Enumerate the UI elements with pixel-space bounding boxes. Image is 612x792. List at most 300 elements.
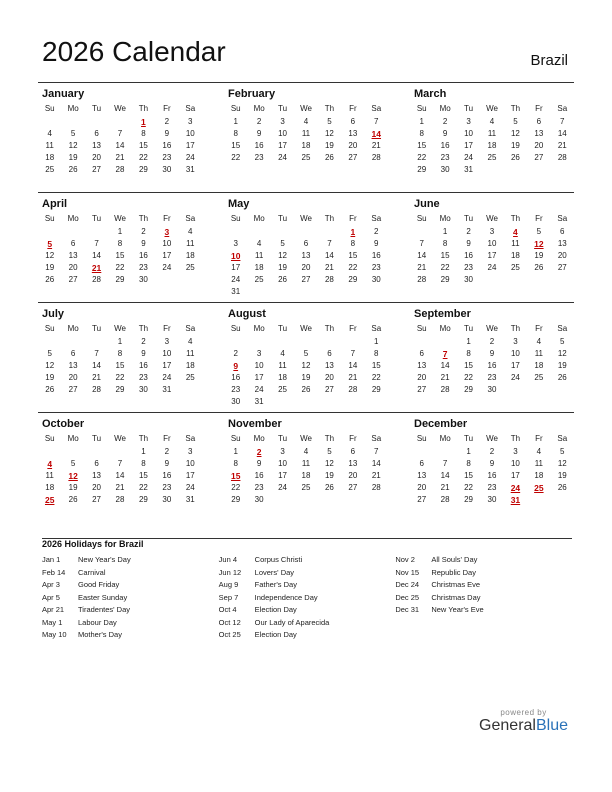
day-cell: 3 bbox=[164, 337, 170, 346]
weekday-header: We bbox=[114, 324, 126, 333]
empty-cell bbox=[61, 446, 84, 458]
day-cell: 9 bbox=[442, 129, 448, 138]
day-cell: 15 bbox=[348, 251, 358, 260]
holiday-date: Jan 1 bbox=[42, 555, 61, 564]
day-cell: 2 bbox=[256, 117, 262, 126]
day-cell: 22 bbox=[138, 153, 148, 162]
holiday-item bbox=[42, 567, 219, 580]
day-cell: 13 bbox=[301, 251, 311, 260]
day-cell: 28 bbox=[348, 385, 358, 394]
day-cell: 25 bbox=[45, 165, 55, 174]
day-cell: 23 bbox=[162, 483, 172, 492]
day-cell: 28 bbox=[371, 483, 381, 492]
holiday-item bbox=[395, 567, 572, 580]
holiday-name: All Souls' Day bbox=[431, 555, 478, 564]
day-cell: 27 bbox=[534, 153, 544, 162]
empty-cell bbox=[38, 336, 61, 348]
day-cell: 22 bbox=[464, 483, 474, 492]
holiday-date: Apr 5 bbox=[42, 592, 60, 602]
weekday-header: Fr bbox=[349, 104, 357, 113]
day-cell: 15 bbox=[464, 471, 474, 480]
day-cell: 5 bbox=[560, 447, 565, 456]
day-cell: 2 bbox=[489, 447, 495, 456]
holiday-item bbox=[42, 554, 219, 567]
month-name: September bbox=[414, 308, 471, 320]
day-cell: 19 bbox=[45, 263, 55, 272]
weekday-header: Sa bbox=[185, 214, 196, 223]
day-cell: 19 bbox=[45, 373, 55, 382]
holiday-day: 5 bbox=[47, 239, 53, 249]
day-cell: 2 bbox=[164, 117, 170, 126]
weekday-header: Fr bbox=[349, 214, 357, 223]
day-cell: 28 bbox=[440, 385, 450, 394]
weekday-header: Th bbox=[138, 214, 149, 223]
weekday-header: We bbox=[300, 104, 312, 113]
day-cell: 19 bbox=[68, 483, 78, 492]
day-cell: 17 bbox=[254, 373, 264, 382]
holiday-item bbox=[42, 617, 219, 630]
day-cell: 11 bbox=[487, 129, 497, 138]
day-cell: 13 bbox=[92, 471, 102, 480]
day-cell: 1 bbox=[141, 447, 146, 456]
day-cell: 6 bbox=[70, 349, 76, 358]
day-cell: 16 bbox=[464, 251, 474, 260]
holiday-day: 21 bbox=[91, 263, 102, 273]
day-grid bbox=[410, 213, 574, 286]
day-cell: 11 bbox=[301, 129, 311, 138]
day-cell: 16 bbox=[440, 141, 450, 150]
day-cell: 4 bbox=[47, 129, 52, 138]
day-cell: 18 bbox=[185, 361, 195, 370]
day-cell: 17 bbox=[278, 141, 288, 150]
holiday-item bbox=[219, 629, 396, 642]
weekday-header: Tu bbox=[278, 434, 288, 443]
day-cell: 7 bbox=[117, 129, 123, 138]
day-cell: 30 bbox=[138, 275, 148, 284]
empty-cell bbox=[433, 446, 456, 458]
day-cell: 3 bbox=[188, 117, 193, 126]
day-cell: 15 bbox=[464, 361, 474, 370]
day-cell: 24 bbox=[278, 153, 288, 162]
day-cell: 21 bbox=[417, 263, 427, 272]
day-cell: 19 bbox=[510, 141, 520, 150]
day-cell: 14 bbox=[324, 251, 334, 260]
day-cell: 21 bbox=[115, 483, 125, 492]
day-cell: 28 bbox=[371, 153, 381, 162]
weekday-header: Fr bbox=[163, 324, 171, 333]
day-cell: 21 bbox=[557, 141, 567, 150]
weekday-header: Th bbox=[138, 104, 149, 113]
weekday-header: We bbox=[486, 434, 498, 443]
day-cell: 20 bbox=[534, 141, 544, 150]
day-cell: 3 bbox=[280, 447, 285, 456]
weekday-header: Tu bbox=[464, 434, 474, 443]
holiday-name: Mother's Day bbox=[78, 630, 122, 639]
holiday-name: New Year's Day bbox=[78, 555, 131, 564]
day-cell: 20 bbox=[68, 373, 78, 382]
day-cell: 11 bbox=[45, 141, 54, 150]
day-cell: 27 bbox=[68, 275, 78, 284]
month-row bbox=[38, 412, 574, 522]
day-grid bbox=[224, 433, 388, 506]
day-cell: 10 bbox=[510, 349, 520, 358]
day-cell: 8 bbox=[233, 459, 238, 468]
day-cell: 24 bbox=[185, 153, 195, 162]
day-cell: 7 bbox=[350, 349, 356, 358]
holiday-name: Christmas Eve bbox=[431, 580, 481, 589]
holiday-item bbox=[219, 592, 396, 605]
weekday-header: Mo bbox=[253, 104, 265, 113]
weekday-header: Mo bbox=[439, 214, 451, 223]
holiday-item bbox=[395, 554, 572, 567]
day-cell: 15 bbox=[371, 361, 381, 370]
holiday-day: 14 bbox=[371, 129, 382, 139]
day-cell: 15 bbox=[231, 141, 241, 150]
holiday-name: Labour Day bbox=[78, 617, 117, 627]
day-cell: 30 bbox=[464, 275, 474, 284]
day-cell: 12 bbox=[510, 129, 520, 138]
day-cell: 29 bbox=[371, 385, 381, 394]
day-cell: 19 bbox=[534, 251, 544, 260]
day-cell: 14 bbox=[92, 251, 102, 260]
day-cell: 11 bbox=[534, 349, 543, 358]
weekday-header: Th bbox=[510, 324, 521, 333]
day-cell: 24 bbox=[278, 483, 288, 492]
day-cell: 10 bbox=[278, 129, 288, 138]
day-cell: 16 bbox=[138, 361, 148, 370]
day-cell: 12 bbox=[557, 459, 567, 468]
day-cell: 26 bbox=[278, 275, 288, 284]
holiday-column bbox=[219, 554, 396, 642]
day-cell: 13 bbox=[557, 239, 567, 248]
weekday-header: Mo bbox=[67, 434, 79, 443]
day-cell: 25 bbox=[534, 373, 544, 382]
weekday-header: We bbox=[486, 324, 498, 333]
weekday-header: We bbox=[486, 214, 498, 223]
day-cell: 3 bbox=[188, 447, 193, 456]
day-cell: 19 bbox=[68, 153, 78, 162]
day-cell: 3 bbox=[513, 447, 518, 456]
weekday-header: Tu bbox=[278, 104, 288, 113]
weekday-header: Su bbox=[416, 434, 427, 443]
day-grid bbox=[224, 103, 388, 164]
day-cell: 19 bbox=[557, 471, 567, 480]
day-cell: 14 bbox=[440, 471, 450, 480]
day-cell: 7 bbox=[327, 239, 332, 248]
day-cell: 24 bbox=[254, 385, 264, 394]
weekday-header: Tu bbox=[92, 104, 102, 113]
weekday-header: We bbox=[300, 324, 312, 333]
day-cell: 24 bbox=[464, 153, 474, 162]
day-cell: 1 bbox=[442, 227, 448, 236]
weekday-header: Sa bbox=[185, 434, 196, 443]
day-cell: 24 bbox=[487, 263, 497, 272]
weekday-header: We bbox=[300, 434, 312, 443]
weekday-header: We bbox=[300, 214, 312, 223]
weekday-header: Sa bbox=[185, 104, 196, 113]
day-cell: 26 bbox=[324, 483, 334, 492]
day-cell: 20 bbox=[92, 483, 102, 492]
day-cell: 4 bbox=[303, 447, 309, 456]
day-cell: 16 bbox=[231, 373, 241, 382]
empty-cell bbox=[410, 336, 433, 348]
empty-cell bbox=[410, 226, 433, 238]
day-cell: 4 bbox=[303, 117, 309, 126]
day-cell: 21 bbox=[115, 153, 125, 162]
day-cell: 4 bbox=[256, 239, 262, 248]
day-cell: 22 bbox=[115, 263, 125, 272]
day-cell: 5 bbox=[327, 117, 332, 126]
day-cell: 5 bbox=[280, 239, 285, 248]
holiday-day: 4 bbox=[47, 459, 53, 469]
day-cell: 29 bbox=[138, 165, 148, 174]
empty-cell bbox=[85, 446, 108, 458]
day-cell: 5 bbox=[70, 129, 76, 138]
day-cell: 17 bbox=[464, 141, 474, 150]
day-cell: 8 bbox=[117, 239, 123, 248]
weekday-header: Th bbox=[510, 434, 521, 443]
day-cell: 7 bbox=[94, 349, 99, 358]
weekday-header: Tu bbox=[464, 324, 474, 333]
day-cell: 9 bbox=[466, 239, 471, 248]
holiday-date: Nov 2 bbox=[395, 555, 415, 564]
day-cell: 26 bbox=[68, 495, 78, 504]
day-cell: 10 bbox=[185, 459, 195, 468]
empty-cell bbox=[85, 226, 108, 238]
day-cell: 30 bbox=[162, 165, 172, 174]
day-cell: 2 bbox=[141, 227, 146, 236]
empty-cell bbox=[271, 226, 294, 238]
weekday-header: Mo bbox=[439, 434, 451, 443]
empty-cell bbox=[38, 116, 61, 128]
day-cell: 27 bbox=[557, 263, 567, 272]
month-march bbox=[410, 83, 574, 192]
day-cell: 29 bbox=[417, 165, 427, 174]
day-cell: 17 bbox=[185, 141, 195, 150]
weekday-header: Sa bbox=[557, 324, 568, 333]
day-cell: 3 bbox=[489, 227, 495, 236]
weekday-header: Fr bbox=[535, 324, 543, 333]
day-cell: 6 bbox=[419, 349, 424, 358]
day-cell: 18 bbox=[254, 263, 264, 272]
day-cell: 15 bbox=[417, 141, 427, 150]
day-cell: 18 bbox=[301, 471, 311, 480]
day-cell: 22 bbox=[440, 263, 450, 272]
holidays-title: 2026 Holidays for Brazil bbox=[42, 539, 144, 549]
day-cell: 21 bbox=[440, 373, 450, 382]
empty-cell bbox=[247, 336, 270, 348]
day-cell: 22 bbox=[115, 373, 125, 382]
day-cell: 30 bbox=[138, 385, 148, 394]
day-cell: 20 bbox=[417, 483, 427, 492]
day-cell: 1 bbox=[117, 337, 123, 346]
empty-cell bbox=[433, 336, 456, 348]
day-cell: 2 bbox=[164, 447, 170, 456]
day-cell: 26 bbox=[534, 263, 544, 272]
brand-name-part1: General bbox=[479, 717, 536, 734]
month-february bbox=[224, 83, 388, 192]
day-cell: 21 bbox=[440, 483, 450, 492]
day-cell: 20 bbox=[68, 263, 78, 272]
weekday-header: Su bbox=[416, 104, 427, 113]
weekday-header: Mo bbox=[67, 324, 79, 333]
day-cell: 9 bbox=[374, 239, 379, 248]
day-cell: 9 bbox=[141, 239, 146, 248]
day-cell: 29 bbox=[348, 275, 358, 284]
weekday-header: Tu bbox=[464, 214, 474, 223]
day-cell: 30 bbox=[231, 397, 241, 406]
day-cell: 18 bbox=[45, 483, 55, 492]
holiday-date: Feb 14 bbox=[42, 567, 66, 577]
holiday-item bbox=[219, 579, 396, 592]
brand-name bbox=[479, 717, 568, 735]
weekday-header: Su bbox=[44, 434, 55, 443]
weekday-header: Th bbox=[324, 434, 335, 443]
day-cell: 20 bbox=[417, 373, 427, 382]
day-cell: 6 bbox=[560, 227, 565, 236]
weekday-header: We bbox=[486, 104, 498, 113]
day-cell: 19 bbox=[324, 471, 334, 480]
day-cell: 31 bbox=[162, 385, 172, 394]
day-cell: 17 bbox=[162, 251, 172, 260]
day-cell: 17 bbox=[278, 471, 288, 480]
day-cell: 18 bbox=[534, 361, 544, 370]
day-cell: 18 bbox=[45, 153, 55, 162]
day-cell: 25 bbox=[278, 385, 288, 394]
day-cell: 12 bbox=[45, 361, 55, 370]
day-cell: 26 bbox=[510, 153, 520, 162]
day-cell: 23 bbox=[440, 153, 450, 162]
month-name: November bbox=[228, 418, 282, 430]
empty-cell bbox=[271, 336, 294, 348]
day-cell: 27 bbox=[68, 385, 78, 394]
day-cell: 7 bbox=[419, 239, 424, 248]
weekday-header: Fr bbox=[535, 434, 543, 443]
holiday-date: Sep 7 bbox=[218, 592, 239, 602]
day-cell: 25 bbox=[185, 263, 195, 272]
empty-cell bbox=[224, 226, 247, 238]
holiday-date: Oct 12 bbox=[218, 617, 241, 627]
day-cell: 29 bbox=[115, 275, 125, 284]
weekday-header: Sa bbox=[557, 214, 568, 223]
day-cell: 11 bbox=[534, 459, 543, 468]
day-cell: 20 bbox=[557, 251, 567, 260]
day-cell: 4 bbox=[536, 337, 542, 346]
day-cell: 12 bbox=[68, 141, 78, 150]
day-cell: 28 bbox=[115, 165, 125, 174]
month-name: May bbox=[228, 198, 250, 210]
day-cell: 7 bbox=[374, 117, 379, 126]
weekday-header: Tu bbox=[92, 214, 102, 223]
day-cell: 19 bbox=[557, 361, 567, 370]
weekday-header: Mo bbox=[253, 434, 265, 443]
holiday-item bbox=[395, 592, 572, 605]
day-cell: 7 bbox=[94, 239, 99, 248]
day-cell: 5 bbox=[47, 349, 52, 358]
holiday-item bbox=[42, 629, 219, 642]
empty-cell bbox=[38, 226, 61, 238]
month-name: July bbox=[42, 308, 65, 320]
holiday-item bbox=[219, 554, 396, 567]
holiday-item bbox=[42, 592, 219, 605]
holiday-date: Apr 3 bbox=[42, 580, 60, 589]
weekday-header: Sa bbox=[371, 104, 382, 113]
weekday-header: Tu bbox=[278, 214, 288, 223]
day-cell: 25 bbox=[487, 153, 497, 162]
month-name: December bbox=[414, 418, 468, 430]
day-cell: 2 bbox=[466, 227, 471, 236]
day-cell: 19 bbox=[301, 373, 311, 382]
day-cell: 14 bbox=[348, 361, 358, 370]
day-cell: 20 bbox=[92, 153, 102, 162]
page-title: 2026 Calendar bbox=[42, 36, 226, 67]
holiday-date: Nov 15 bbox=[395, 567, 420, 577]
day-cell: 22 bbox=[348, 263, 358, 272]
holiday-name: Independence Day bbox=[254, 592, 318, 602]
weekday-header: Su bbox=[44, 214, 55, 223]
day-cell: 2 bbox=[489, 337, 495, 346]
day-cell: 3 bbox=[233, 239, 238, 248]
holiday-name: Father's Day bbox=[254, 580, 297, 589]
day-cell: 14 bbox=[92, 361, 102, 370]
day-cell: 4 bbox=[489, 117, 495, 126]
holiday-day: 1 bbox=[350, 227, 356, 237]
day-cell: 30 bbox=[371, 275, 381, 284]
day-cell: 13 bbox=[68, 361, 78, 370]
day-cell: 13 bbox=[348, 129, 358, 138]
day-cell: 26 bbox=[45, 275, 55, 284]
holiday-day: 25 bbox=[534, 483, 544, 493]
holiday-day: 1 bbox=[141, 117, 146, 127]
holiday-name: Good Friday bbox=[78, 580, 120, 589]
day-cell: 19 bbox=[324, 141, 334, 150]
day-cell: 18 bbox=[185, 251, 195, 260]
holiday-day: 12 bbox=[68, 471, 78, 481]
day-cell: 6 bbox=[327, 349, 332, 358]
day-cell: 9 bbox=[256, 459, 262, 468]
day-cell: 31 bbox=[231, 287, 241, 296]
holiday-day: 15 bbox=[230, 471, 241, 481]
holiday-date: May 10 bbox=[42, 630, 67, 639]
day-cell: 16 bbox=[254, 141, 264, 150]
day-cell: 14 bbox=[115, 141, 125, 150]
weekday-header: Su bbox=[230, 104, 241, 113]
day-cell: 31 bbox=[464, 165, 474, 174]
day-cell: 16 bbox=[371, 251, 381, 260]
weekday-header: Fr bbox=[163, 104, 171, 113]
weekday-header: Tu bbox=[464, 104, 474, 113]
day-grid bbox=[38, 323, 202, 396]
day-cell: 22 bbox=[417, 153, 427, 162]
day-cell: 6 bbox=[350, 447, 356, 456]
holiday-date: Jun 4 bbox=[218, 555, 238, 564]
month-row bbox=[38, 302, 574, 412]
weekday-header: Th bbox=[138, 434, 149, 443]
day-cell: 1 bbox=[466, 337, 471, 346]
day-cell: 6 bbox=[350, 117, 356, 126]
day-cell: 13 bbox=[417, 361, 427, 370]
day-cell: 20 bbox=[324, 373, 334, 382]
day-cell: 2 bbox=[141, 337, 146, 346]
holiday-date: Oct 4 bbox=[218, 605, 237, 614]
empty-cell bbox=[224, 336, 247, 348]
day-cell: 24 bbox=[162, 373, 172, 382]
empty-cell bbox=[61, 336, 84, 348]
day-grid bbox=[224, 213, 388, 298]
weekday-header: Mo bbox=[253, 214, 265, 223]
month-november bbox=[224, 413, 388, 522]
day-cell: 3 bbox=[280, 117, 285, 126]
